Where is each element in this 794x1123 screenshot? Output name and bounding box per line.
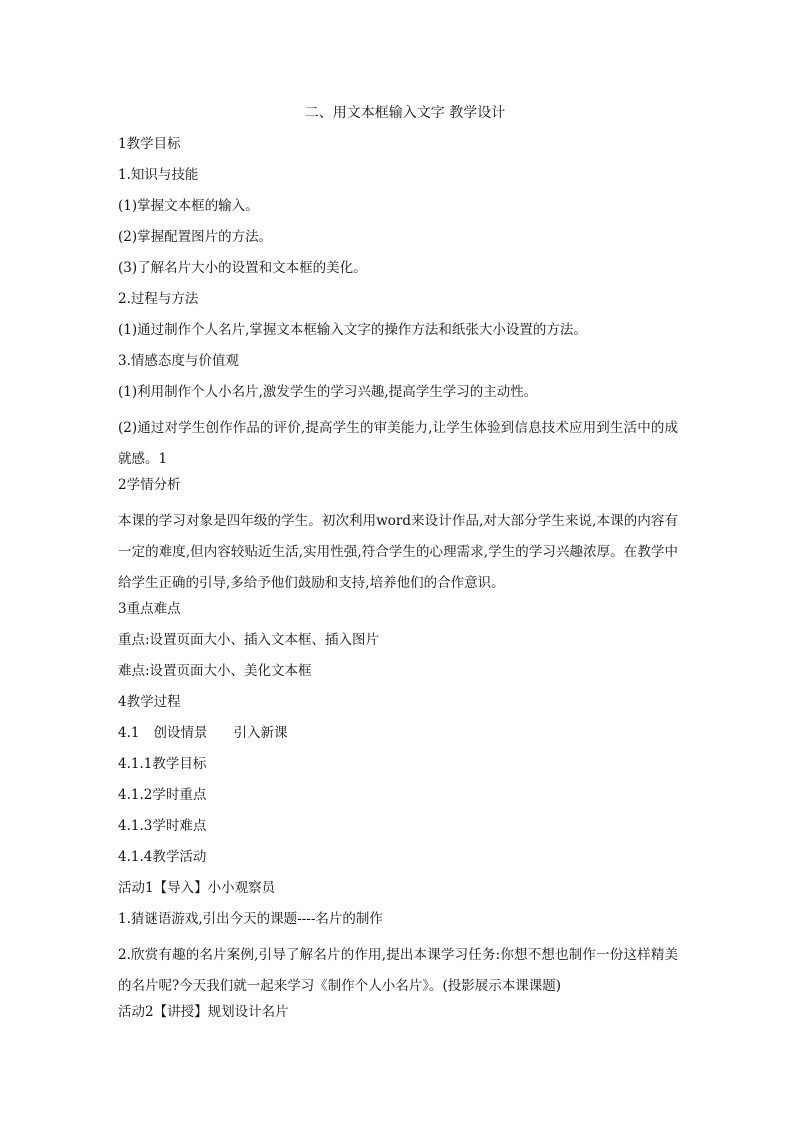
list-item: (1)通过制作个人名片,掌握文本框输入文字的操作方法和纸张大小设置的方法。 bbox=[118, 322, 587, 338]
subheading-attitude-values: 3.情感态度与价值观 bbox=[118, 353, 239, 369]
activity-1-heading: 活动1【导入】小小观察员 bbox=[118, 880, 276, 896]
section-number: 4.1 bbox=[118, 725, 140, 741]
heading-key-difficult-points: 3重点难点 bbox=[118, 601, 181, 617]
subsection-4-1-3: 4.1.3学时难点 bbox=[118, 818, 207, 834]
subsection-4-1-4: 4.1.4教学活动 bbox=[118, 849, 207, 865]
subheading-knowledge-skills: 1.知识与技能 bbox=[118, 167, 199, 183]
document-body bbox=[118, 134, 678, 1033]
heading-teaching-process: 4教学过程 bbox=[118, 694, 181, 710]
heading-student-analysis: 2学情分析 bbox=[118, 477, 181, 493]
key-points-line: 重点:设置页面大小、插入文本框、插入图片 bbox=[118, 632, 380, 648]
subsection-4-1-2: 4.1.2学时重点 bbox=[118, 787, 207, 803]
paragraph-evaluation: (2)通过对学生创作作品的评价,提高学生的审美能力,让学生体验到信息技术应用到生活中的成就感。1 bbox=[118, 420, 678, 467]
activity-2-heading: 活动2【讲授】规划设计名片 bbox=[118, 1004, 289, 1020]
list-item: (2)掌握配置图片的方法。 bbox=[118, 229, 273, 245]
list-item: (3)了解名片大小的设置和文本框的美化。 bbox=[118, 260, 367, 276]
section-part-1: 创设情景 bbox=[153, 725, 208, 741]
section-part-2: 引入新课 bbox=[233, 725, 288, 741]
subheading-process-methods: 2.过程与方法 bbox=[118, 291, 199, 307]
heading-teaching-goals: 1教学目标 bbox=[118, 136, 181, 152]
paragraph-student-analysis: 本课的学习对象是四年级的学生。初次利用word来设计作品,对大部分学生来说,本课的内容有一定的难度,但内容较贴近生活,实用性强,符合学生的心理需求,学生的学习兴趣浓厚。在教学中给学生正确的引导,多给予他们鼓励和支持,培养他们的合作意识。 bbox=[118, 513, 678, 591]
document-title: 二、用文本框输入文字 教学设计 bbox=[304, 105, 506, 121]
activity-step-1: 1.猜谜语游戏,引出今天的课题----名片的制作 bbox=[118, 911, 383, 927]
section-4-1 bbox=[118, 723, 678, 754]
paragraph-activity-step-2: 2.欣赏有趣的名片案例,引导了解名片的作用,提出本课学习任务:你想不想也制作一份这样精美的名片呢?今天我们就一起来学习《制作个人小名片》。(投影展示本课课题) bbox=[118, 947, 678, 994]
list-item: (1)掌握文本框的输入。 bbox=[118, 198, 259, 214]
difficult-points-line: 难点:设置页面大小、美化文本框 bbox=[118, 663, 312, 679]
list-item: (1)利用制作个人小名片,激发学生的学习兴趣,提高学生学习的主动性。 bbox=[118, 384, 538, 400]
subsection-4-1-1: 4.1.1教学目标 bbox=[118, 756, 207, 772]
